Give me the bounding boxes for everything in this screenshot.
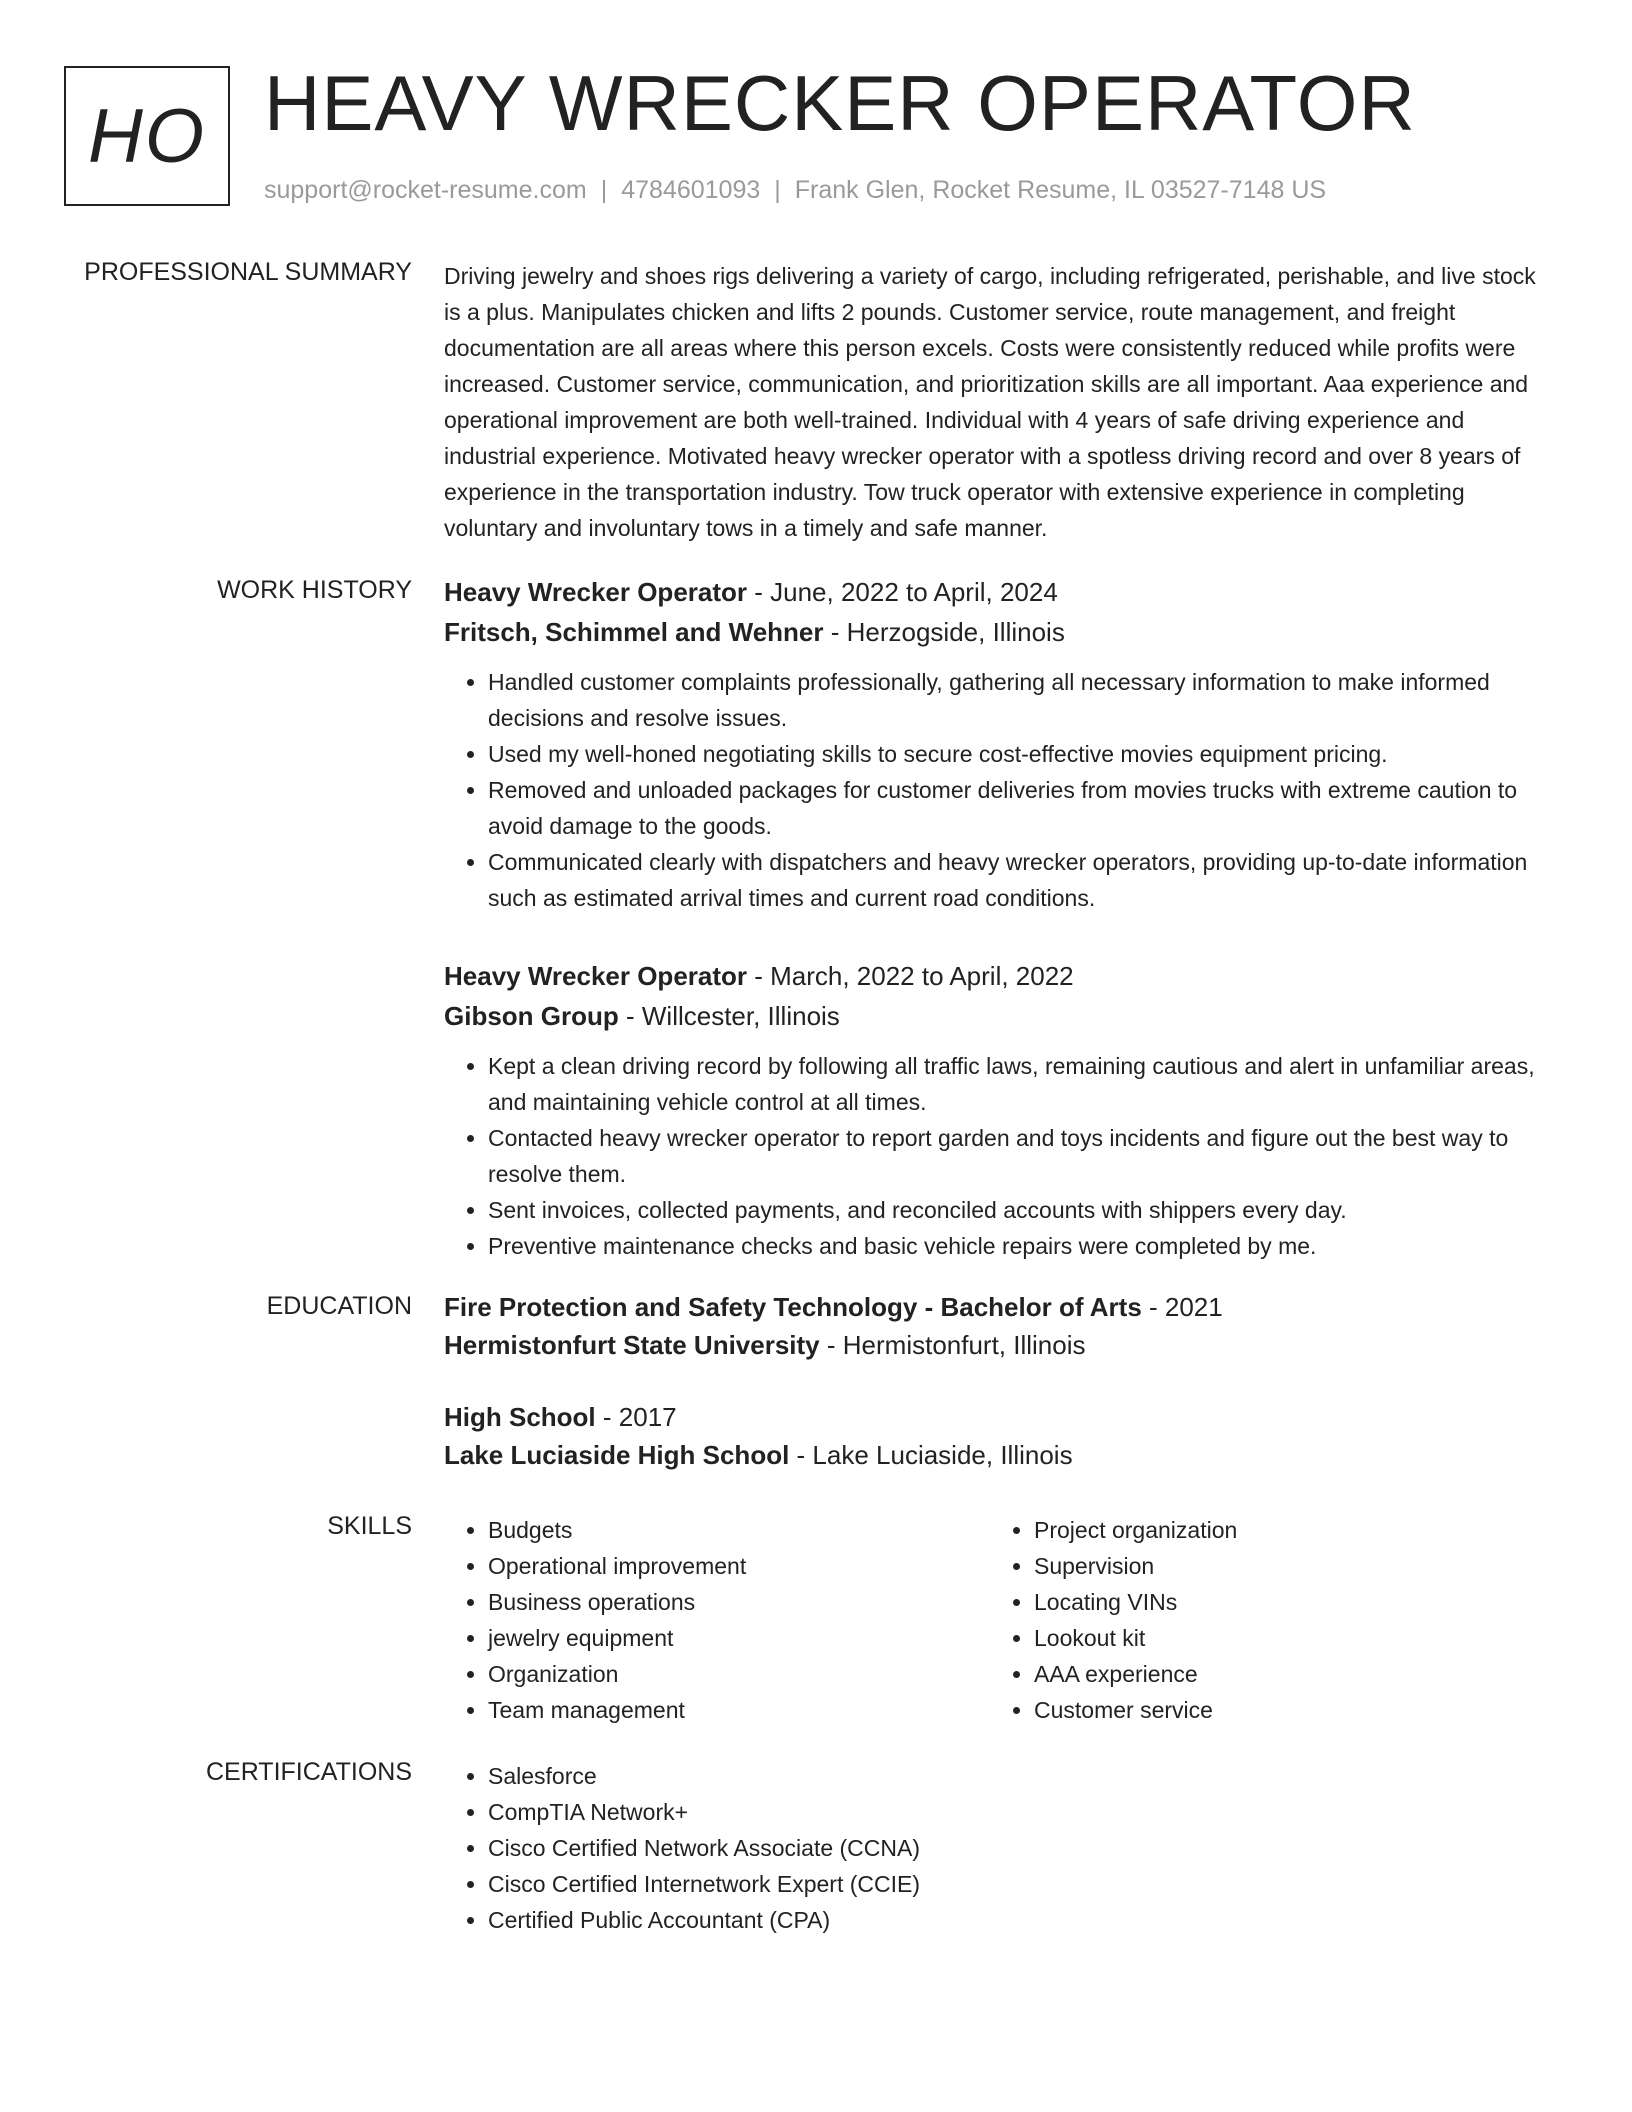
job-bullets [444, 1048, 1558, 1264]
job-title-line [444, 572, 1558, 612]
job-company: Fritsch, Schimmel and Wehner [444, 617, 824, 647]
summary-text: Driving jewelry and shoes rigs delivering a variety of cargo, including refrigerated, perishable, and live stock is a plus. Manipulates chicken and lifts 2 pounds. Customer service, route management, and freight documentation are all areas where this person excels. Costs were consistently reduced while profits were increased. Customer service, communication, and prioritization skills are all important. Aaa experience and operational improvement are both well-trained. Individual with 4 years of safe driving experience and industrial experience. Motivated heavy wrecker operator with a spotless driving record and over 8 years of experience in the transportation industry. Tow truck operator with extensive experience in completing voluntary and involuntary tows in a timely and safe manner. [444, 263, 1536, 541]
contact-separator: | [600, 176, 608, 204]
education-school-line [444, 1436, 1558, 1474]
section-label: SKILLS [327, 1512, 412, 1540]
education-degree-line [444, 1288, 1558, 1326]
skills-column-right [990, 1512, 1536, 1728]
list-item: • Used my well-honed negotiating skills to secure cost-effective movies equipment pricing. [488, 736, 1558, 772]
job-title: Heavy Wrecker Operator [444, 577, 748, 607]
job-title: Heavy Wrecker Operator [444, 961, 748, 991]
education-degree-line [444, 1398, 1558, 1436]
contact-phone: 4784601093 [621, 176, 761, 204]
section-body [444, 1758, 1558, 1938]
job-location: - Herzogside, Illinois [823, 617, 1065, 647]
list-item: • Sent invoices, collected payments, and reconciled accounts with shippers every day. [488, 1192, 1558, 1228]
section-body [444, 258, 1558, 546]
education-degree: High School [444, 1402, 596, 1432]
contact-address: Frank Glen, Rocket Resume, IL 03527-7148 US [794, 176, 1327, 204]
skills-grid [444, 1512, 1558, 1728]
skills-column-left [444, 1512, 990, 1728]
section-label: PROFESSIONAL SUMMARY [84, 258, 412, 286]
list-item: • Organization [488, 1656, 990, 1692]
list-item: • Budgets [488, 1512, 990, 1548]
list-item: • Salesforce [488, 1758, 1558, 1794]
list-item: • Team management [488, 1692, 990, 1728]
section-label: CERTIFICATIONS [205, 1758, 412, 1786]
education-school-line [444, 1326, 1558, 1364]
job-company: Gibson Group [444, 1001, 619, 1031]
list-item: • Communicated clearly with dispatchers and heavy wrecker operators, providing up-to-date information such as estimated arrival times and current road conditions. [488, 844, 1558, 916]
job-location: - Willcester, Illinois [618, 1001, 840, 1031]
education-year: - 2021 [1141, 1292, 1223, 1322]
list-item: • Cisco Certified Internetwork Expert (CCIE) [488, 1866, 1558, 1902]
monogram-box [64, 66, 230, 206]
education-location: - Lake Luciaside, Illinois [789, 1440, 1073, 1470]
list-item: • Cisco Certified Network Associate (CCNA) [488, 1830, 1558, 1866]
list-item: • Project organization [1034, 1512, 1536, 1548]
education-degree: Fire Protection and Safety Technology - Bachelor of Arts [444, 1292, 1142, 1322]
job-dates: - June, 2022 to April, 2024 [747, 577, 1058, 607]
contact-email: support@rocket-resume.com [264, 176, 587, 204]
list-item: • CompTIA Network+ [488, 1794, 1558, 1830]
section-label: WORK HISTORY [217, 576, 412, 604]
section-label: EDUCATION [266, 1292, 412, 1320]
education-year: - 2017 [595, 1402, 677, 1432]
list-item: • Contacted heavy wrecker operator to report garden and toys incidents and figure out the best way to resolve them. [488, 1120, 1558, 1192]
list-item: • Lookout kit [1034, 1620, 1536, 1656]
job-title-line [444, 956, 1558, 996]
section-body [444, 1512, 1558, 1728]
list-item: • Kept a clean driving record by following all traffic laws, remaining cautious and alert in unfamiliar areas, and maintaining vehicle control at all times. [488, 1048, 1558, 1120]
monogram-initials: HO [88, 93, 206, 179]
certifications-list [444, 1758, 1558, 1938]
education-school: Lake Luciaside High School [444, 1440, 790, 1470]
job-company-line [444, 612, 1558, 652]
list-item: • AAA experience [1034, 1656, 1536, 1692]
job-dates: - March, 2022 to April, 2022 [747, 961, 1074, 991]
list-item: • Locating VINs [1034, 1584, 1536, 1620]
list-item: • Supervision [1034, 1548, 1536, 1584]
education-location: - Hermistonfurt, Illinois [819, 1330, 1086, 1360]
section-body [444, 1288, 1558, 1508]
education-school: Hermistonfurt State University [444, 1330, 820, 1360]
list-item: • Customer service [1034, 1692, 1536, 1728]
list-item: • Operational improvement [488, 1548, 990, 1584]
section-body [444, 576, 1558, 1304]
contact-line [264, 176, 1326, 205]
candidate-title: HEAVY WRECKER OPERATOR [264, 59, 1416, 147]
list-item: • Handled customer complaints professionally, gathering all necessary information to make informed decisions and resolve issues. [488, 664, 1558, 736]
list-item: • Removed and unloaded packages for customer deliveries from movies trucks with extreme caution to avoid damage to the goods. [488, 772, 1558, 844]
job-entry [444, 572, 1558, 916]
list-item: • Preventive maintenance checks and basic vehicle repairs were completed by me. [488, 1228, 1558, 1264]
list-item: • Business operations [488, 1584, 990, 1620]
contact-separator: | [774, 176, 781, 204]
job-company-line [444, 996, 1558, 1036]
list-item: • jewelry equipment [488, 1620, 990, 1656]
education-entry [444, 1288, 1558, 1364]
job-entry [444, 956, 1558, 1264]
list-item: • Certified Public Accountant (CPA) [488, 1902, 1558, 1938]
education-entry [444, 1398, 1558, 1474]
job-bullets [444, 664, 1558, 916]
